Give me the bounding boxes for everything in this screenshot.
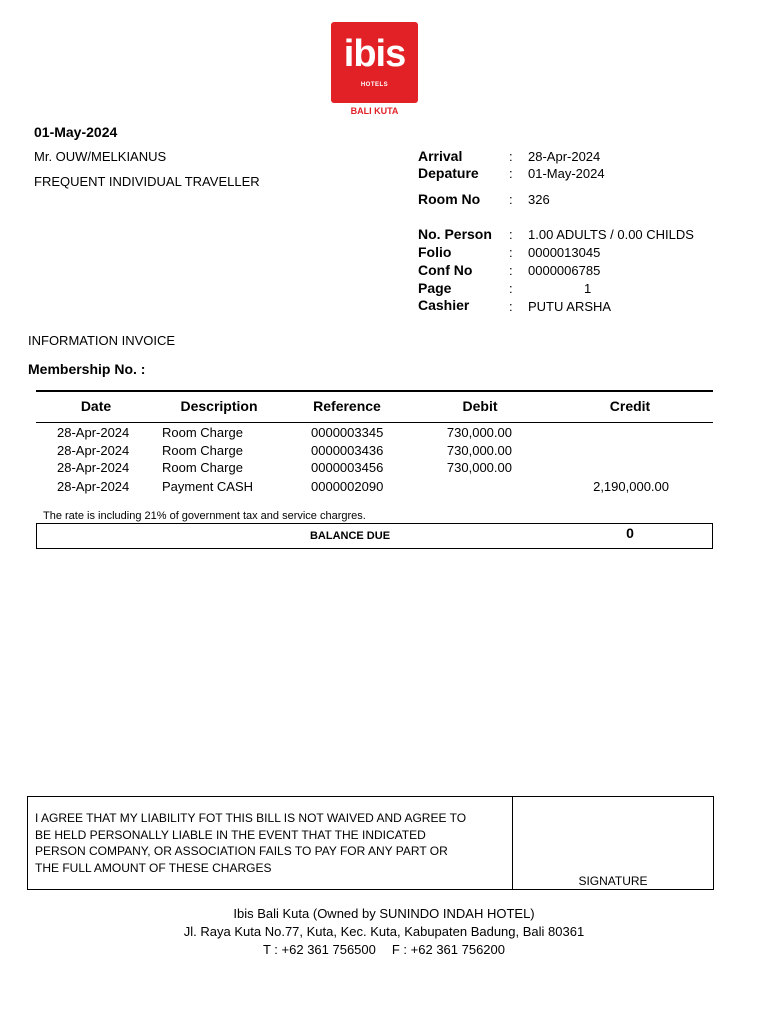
cell-date: 28-Apr-2024 <box>57 443 130 458</box>
header-reference: Reference <box>313 398 381 414</box>
header-date: Date <box>80 398 112 414</box>
cell-reference: 0000002090 <box>311 479 384 494</box>
cell-description: Room Charge <box>162 460 243 475</box>
departure-label: Depature <box>418 165 479 181</box>
agreement-text <box>35 810 505 876</box>
footer-fax: F : +62 361 756200 <box>391 942 505 957</box>
folio-value: 0000013045 <box>528 245 601 260</box>
footer-phone: T : +62 361 756500 <box>262 942 376 957</box>
colon: : <box>509 263 513 278</box>
page-value: 1 <box>584 281 592 296</box>
invoice-date: 01-May-2024 <box>34 124 118 140</box>
room-label: Room No <box>418 191 481 207</box>
header-debit: Debit <box>462 398 498 414</box>
cell-reference: 0000003436 <box>311 443 384 458</box>
colon: : <box>509 299 513 314</box>
room-value: 326 <box>528 192 550 207</box>
footer-contact <box>0 942 768 957</box>
colon: : <box>509 192 513 207</box>
page-label: Page <box>418 280 452 296</box>
signature-label: SIGNATURE <box>578 874 648 888</box>
folio-label: Folio <box>418 244 452 260</box>
balance-due-label: BALANCE DUE <box>309 530 391 542</box>
arrival-label: Arrival <box>418 148 463 164</box>
colon: : <box>509 281 513 296</box>
conf-value: 0000006785 <box>528 263 601 278</box>
cell-debit: 730,000.00 <box>446 425 512 440</box>
membership-label: Membership No. : <box>28 361 146 377</box>
balance-due-value: 0 <box>626 525 634 541</box>
tax-note: The rate is including 21% of government tax and service chargres. <box>43 510 366 522</box>
cashier-label: Cashier <box>418 297 470 313</box>
cell-reference: 0000003345 <box>311 425 384 440</box>
cell-debit: 730,000.00 <box>446 443 512 458</box>
colon: : <box>509 166 513 181</box>
header-description: Description <box>180 398 258 414</box>
table-top-rule <box>36 390 713 392</box>
agreement-line: I AGREE THAT MY LIABILITY FOT THIS BILL IS NOT WAIVED AND AGREE TO <box>35 811 467 825</box>
cell-description: Room Charge <box>162 425 243 440</box>
agreement-line: PERSON COMPANY, OR ASSOCIATION FAILS TO PAY FOR ANY PART OR <box>35 844 448 858</box>
footer-address: Jl. Raya Kuta No.77, Kuta, Kec. Kuta, Kabupaten Badung, Bali 80361 <box>183 924 585 939</box>
person-label: No. Person <box>418 226 492 242</box>
header-credit: Credit <box>609 398 651 414</box>
invoice-title: INFORMATION INVOICE <box>28 333 176 348</box>
person-value: 1.00 ADULTS / 0.00 CHILDS <box>528 227 694 242</box>
table-header-rule <box>36 422 713 423</box>
guest-name: Mr. OUW/MELKIANUS <box>34 149 167 164</box>
logo-subtitle: HOTELS <box>360 82 389 88</box>
cell-debit: 730,000.00 <box>446 460 512 475</box>
colon: : <box>509 227 513 242</box>
logo-location: BALI KUTA <box>350 106 399 116</box>
agreement-line: THE FULL AMOUNT OF THESE CHARGES <box>35 860 272 875</box>
hotel-logo <box>331 22 418 103</box>
cell-description: Room Charge <box>162 443 243 458</box>
cell-reference: 0000003456 <box>311 460 384 475</box>
cell-description: Payment CASH <box>162 479 254 494</box>
arrival-value: 28-Apr-2024 <box>528 149 601 164</box>
cashier-value: PUTU ARSHA <box>528 299 612 314</box>
cell-date: 28-Apr-2024 <box>57 460 130 475</box>
cell-date: 28-Apr-2024 <box>57 479 130 494</box>
footer-hotel-name: Ibis Bali Kuta (Owned by SUNINDO INDAH HOTEL) <box>233 906 535 921</box>
agreement-line: BE HELD PERSONALLY LIABLE IN THE EVENT THAT THE INDICATED <box>35 827 426 842</box>
colon: : <box>509 149 513 164</box>
guest-segment: FREQUENT INDIVIDUAL TRAVELLER <box>34 174 260 189</box>
conf-label: Conf No <box>418 262 473 278</box>
colon: : <box>509 245 513 260</box>
cell-credit: 2,190,000.00 <box>593 479 669 494</box>
cell-date: 28-Apr-2024 <box>57 425 130 440</box>
departure-value: 01-May-2024 <box>528 166 605 181</box>
logo-wordmark: ibis <box>343 33 406 75</box>
